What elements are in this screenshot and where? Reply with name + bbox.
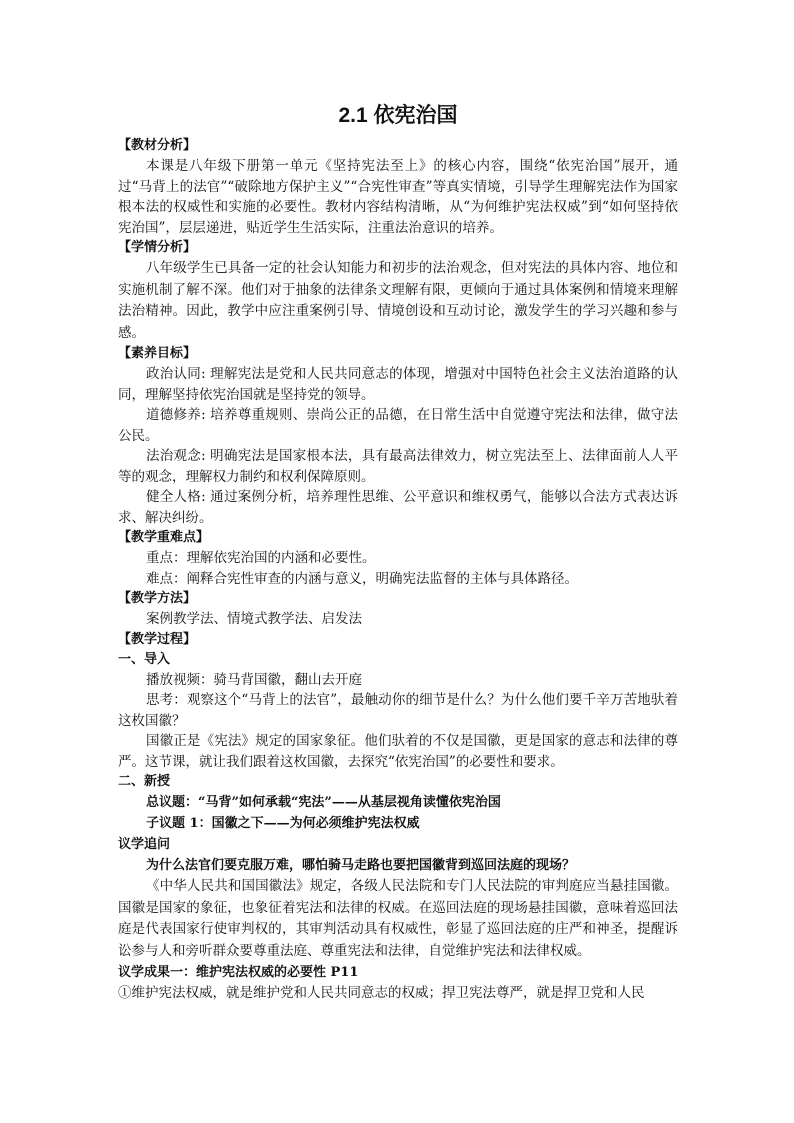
student-analysis-body: 八年级学生已具备一定的社会认知能力和初步的法治观念，但对宪法的具体内容、地位和实施机制了解不深。他们对于抽象的法律条文理解有限，更倾向于通过具体案例和情境来理解法治精神。因此，教学中应注重案例引导、情境创设和互动讨论，激发学生的学习兴趣和参与感。 [118, 260, 678, 341]
intro-question: 思考：观察这个“马背上的法官”，最触动你的细节是什么？为什么他们要千辛万苦地驮着这枚国徽？ [118, 692, 678, 729]
intro-heading: 一、导入 [118, 651, 171, 667]
intro-video: 播放视频：骑马背国徽，翻山去开庭 [146, 671, 362, 688]
sub-topic: 子议题 1：国徽之下——为何必须维护宪法权威 [146, 816, 420, 831]
section-heading-student-analysis: 【学情分析】 [118, 240, 197, 255]
inquiry-body: 《中华人民共和国国徽法》规定，各级人民法院和专门人民法院的审判庭应当悬挂国徽。国徽是国家的象征，也象征着宪法和法律的权威。在巡回法庭的现场悬挂国徽，意味着巡回法庭是代表国家行使审判权的，其审判活动具有权威性，彰显了巡回法庭的庄严和神圣，提醒诉讼参与人和旁听群众要尊重法庭、尊重宪法和法律，自觉维护宪法和法律权威。 [118, 878, 678, 959]
inquiry-label: 议学追问 [118, 837, 171, 852]
result-heading: 议学成果一：维护宪法权威的必要性 P11 [118, 965, 359, 980]
goal-rule-of-law: 法治观念: 明确宪法是国家根本法，具有最高法律效力，树立宪法至上、法律面前人人平等的观念，理解权力制约和权利保障原则。 [118, 448, 678, 485]
section-heading-textbook-analysis: 【教材分析】 [118, 138, 197, 153]
section-heading-key-points: 【教学重难点】 [118, 530, 210, 545]
goal-moral: 道德修养: 培养尊重规则、崇尚公正的品德，在日常生活中自觉遵守宪法和法律，做守法公民。 [118, 407, 678, 444]
document-page [118, 100, 678, 1005]
section-heading-methods: 【教学方法】 [118, 591, 197, 606]
methods-body: 案例教学法、情境式教学法、启发法 [146, 611, 362, 627]
section-heading-process: 【教学过程】 [118, 631, 197, 647]
intro-explanation: 国徽正是《宪法》规定的国家象征。他们驮着的不仅是国徽，更是国家的意志和法律的尊严。这节课，就让我们跟着这枚国徽，去探究“依宪治国”的必要性和要求。 [118, 733, 678, 770]
goal-personality: 健全人格: 通过案例分析，培养理性思维、公平意识和维权勇气，能够以合法方式表达诉求、解决纠纷。 [118, 489, 678, 526]
goal-political: 政治认同: 理解宪法是党和人民共同意志的体现，增强对中国特色社会主义法治道路的认同，理解坚持依宪治国就是坚持党的领导。 [118, 366, 678, 403]
key-point: 重点：理解依宪治国的内涵和必要性。 [146, 550, 376, 566]
result-item: ①维护宪法权威，就是维护党和人民共同意志的权威；捍卫宪法尊严，就是捍卫党和人民 [118, 985, 645, 1001]
textbook-analysis-body: 本课是八年级下册第一单元《坚持宪法至上》的核心内容，围绕“依宪治国”展开，通过“马背上的法官”“破除地方保护主义”“合宪性审查”等真实情境，引导学生理解宪法作为国家根本法的权威性和实施的必要性。教材内容结构清晰，从“为何维护宪法权威”到“如何坚持依宪治国”，层层递进，贴近学生生活实际，注重法治意识的培养。 [118, 158, 678, 236]
document-title: 2.1 依宪治国 [338, 104, 458, 127]
difficult-point: 难点：阐释合宪性审查的内涵与意义，明确宪法监督的主体与具体路径。 [146, 570, 578, 587]
inquiry-question: 为什么法官们要克服万难，哪怕骑马走路也要把国徽背到巡回法庭的现场？ [146, 858, 576, 873]
section-heading-goals: 【素养目标】 [118, 346, 197, 361]
new-lesson-heading: 二、新授 [118, 774, 171, 789]
main-topic: 总议题：“马背”如何承载“宪法”——从基层视角读懂依宪治国 [146, 795, 501, 810]
